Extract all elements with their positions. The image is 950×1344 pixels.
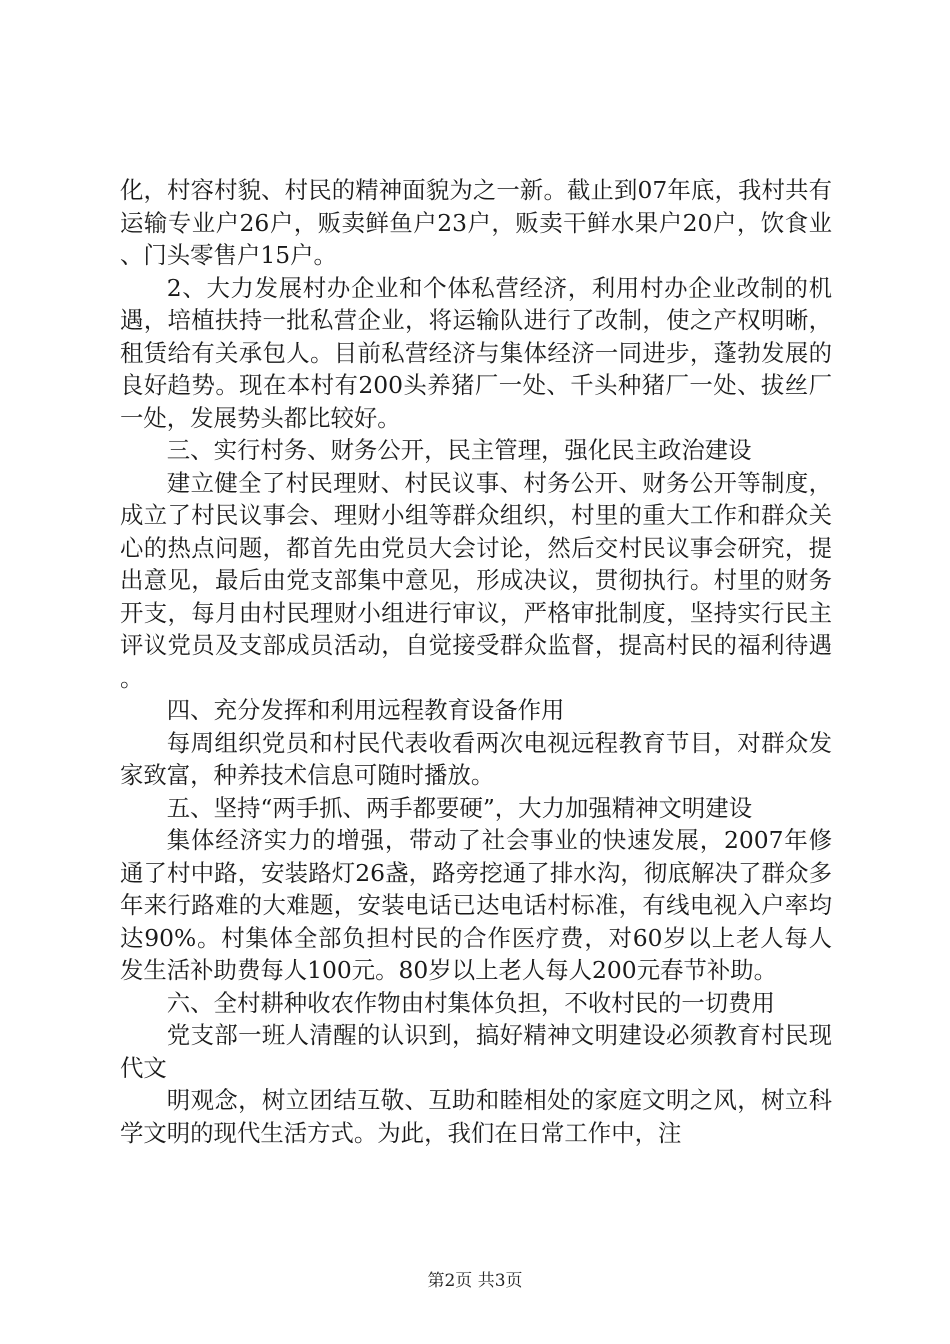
paragraph-democratic-management: 建立健全了村民理财、村民议事、村务公开、财务公开等制度，成立了村民议事会、理财小组等群众组织，村里的重大工作和群众关心的热点问题，都首先由党员大会讨论，然后交村民议事会研究，提出意见，最后由党支部集中意见，形成决议，贯彻执行。村里的财务开支，每月由村民理财小组进行审议，严格审批制度，坚持实行民主评议党员及支部成员活动，自觉接受群众监督，提高村民的福利待遇。 bbox=[120, 468, 832, 692]
paragraph-remote-education: 每周组织党员和村民代表收看两次电视远程教育节目，对群众发家致富，种养技术信息可随时播放。 bbox=[120, 728, 832, 789]
page-number-footer: 第2页 共3页 bbox=[427, 1271, 523, 1291]
document-body bbox=[120, 174, 832, 1149]
section-heading-five: 五、坚持“两手抓、两手都要硬”，大力加强精神文明建设 bbox=[166, 793, 753, 822]
paragraph-civilization: 明观念，树立团结互敬、互助和睦相处的家庭文明之风，树立科学文明的现代生活方式。为此，我们在日常工作中，注 bbox=[120, 1086, 832, 1147]
paragraph-party-branch: 党支部一班人清醒的认识到，搞好精神文明建设必须教育村民现代文 bbox=[120, 1021, 832, 1082]
section-heading-six: 六、全村耕种收农作物由村集体负担，不收村民的一切费用 bbox=[166, 988, 775, 1017]
section-heading-four: 四、充分发挥和利用远程教育设备作用 bbox=[166, 696, 565, 724]
paragraph-continuation: 化，村容村貌、村民的精神面貌为之一新。截止到07年底，我村共有运输专业户26户，贩卖鲜鱼户23户，贩卖干鲜水果户20户，饮食业、门头零售户15户。 bbox=[120, 176, 832, 269]
paragraph-social-development: 集体经济实力的增强，带动了社会事业的快速发展，2007年修通了村中路，安装路灯26盏，路旁挖通了排水沟，彻底解决了群众多年来行路难的大难题，安装电话已达电话村标准，有线电视入户率均达90%。村集体全部负担村民的合作医疗费，对60岁以上老人每人发生活补助费每人100元。80岁以上老人每人200元春节补助。 bbox=[120, 826, 832, 984]
paragraph-private-economy: 2、大力发展村办企业和个体私营经济，利用村办企业改制的机遇，培植扶持一批私营企业，将运输队进行了改制，使之产权明晰，租赁给有关承包人。目前私营经济与集体经济一同进步，蓬勃发展的良好趋势。现在本村有200头养猪厂一处、千头种猪厂一处、拔丝厂一处，发展势头都比较好。 bbox=[120, 273, 832, 432]
section-heading-three: 三、实行村务、财务公开，民主管理，强化民主政治建设 bbox=[166, 436, 752, 464]
